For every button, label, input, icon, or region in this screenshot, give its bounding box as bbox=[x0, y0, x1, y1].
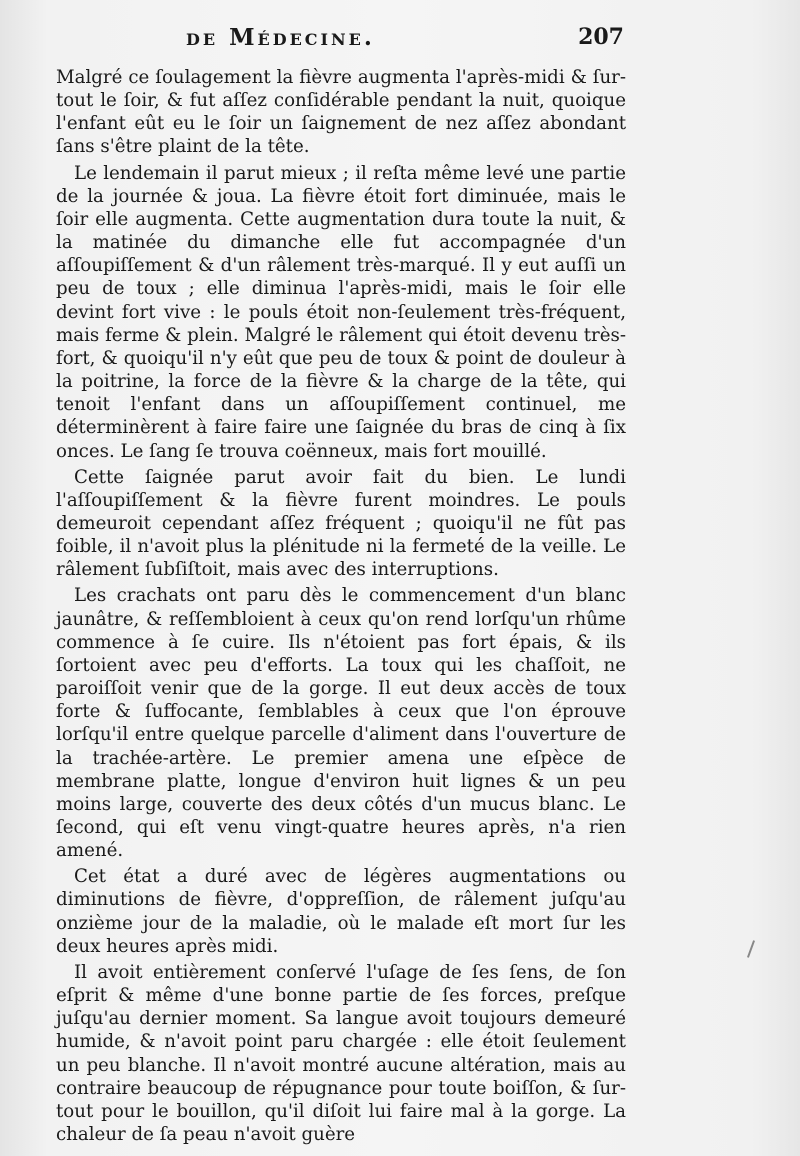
paragraph: Cette ſaignée parut avoir fait du bien. Le lundi l'aſſoupiſſement & la fièvre furent moindres. Le pouls demeuroit cependant aſſez fréquent ; quoiqu'il ne fût pas foible, il n'avoit plus la plénitude ni la fermeté de la veille. Le râlement ſubſiſtoit, mais avec des interruptions. bbox=[56, 466, 626, 581]
paragraph: Il avoit entièrement conſervé l'uſage de ſes ſens, de ſon eſprit & même d'une bonne partie de ſes forces, preſque juſqu'au dernier moment. Sa langue avoit toujours demeuré humide, & n'avoit point paru chargée : elle étoit ſeulement un peu blanche. Il n'avoit montré aucune altération, mais au contraire beaucoup de répugnance pour toute boiſſon, & ſur-tout pour le bouillon, qu'il diſoit lui faire mal à la gorge. La chaleur de ſa peau n'avoit guère bbox=[56, 961, 626, 1146]
paragraph: Malgré ce ſoulagement la fièvre augmenta l'après-midi & ſur-tout le ſoir, & fut aſſez conſidérable pendant la nuit, quoique l'enfant eût eu le ſoir un ſaignement de nez aſſez abondant ſans s'être plaint de la tête. bbox=[56, 67, 626, 158]
running-head: de Médecine. bbox=[186, 24, 375, 51]
body-text bbox=[56, 66, 626, 1149]
paragraph: Cet état a duré avec de légères augmentations ou diminutions de fièvre, d'oppreſſion, de râlement juſqu'au onzième jour de la maladie, où le malade eſt mort ſur les deux heures après midi. bbox=[56, 866, 626, 957]
page-header bbox=[56, 24, 624, 56]
page-number: 207 bbox=[578, 24, 624, 50]
paragraph: Les crachats ont paru dès le commencement d'un blanc jaunâtre, & reſſembloient à ceux qu'on rend lorſqu'un rhûme commence à ſe cuire. Ils n'étoient pas fort épais, & ils ſortoient avec peu d'efforts. La toux qui les chaſſoit, ne paroiſſoit venir que de la gorge. Il eut deux accès de toux forte & ſuffocante, ſemblables à ceux que l'on éprouve lorſqu'il entre quelque parcelle d'aliment dans l'ouverture de la trachée-artère. Le premier amena une eſpèce de membrane platte, longue d'environ huit lignes & un peu moins large, couverte des deux côtés d'un mucus blanc. Le ſecond, qui eſt venu vingt-quatre heures après, n'a rien amené. bbox=[56, 585, 626, 862]
stray-ink-mark bbox=[747, 940, 755, 958]
paragraph: Le lendemain il parut mieux ; il reſta même levé une partie de la journée & joua. La fièvre étoit fort diminuée, mais le ſoir elle augmenta. Cette augmentation dura toute la nuit, & la matinée du dimanche elle fut accompagnée d'un aſſoupiſſement & d'un râlement très-marqué. Il y eut auſſi un peu de toux ; elle diminua l'après-midi, mais le ſoir elle devint fort vive : le pouls étoit non-ſeulement très-fréquent, mais ferme & plein. Malgré le râlement qui étoit devenu très-fort, & quoiqu'il n'y eût que peu de toux & point de douleur à la poitrine, la force de la fièvre & la charge de la tête, qui tenoit l'enfant dans un aſſoupiſſement continuel, me déterminèrent à faire faire une ſaignée du bras de cinq à ſix onces. Le ſang ſe trouva coënneux, mais fort mouillé. bbox=[56, 162, 626, 462]
